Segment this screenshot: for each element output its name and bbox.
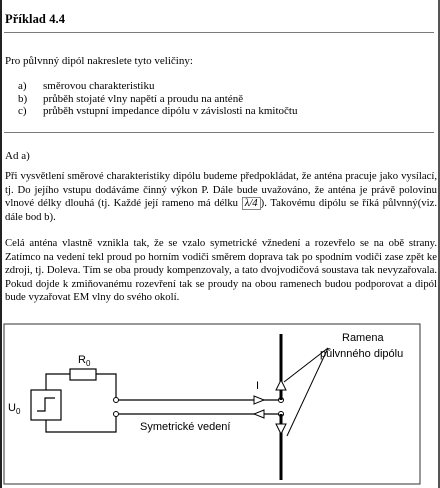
divider-top bbox=[4, 32, 434, 33]
page-title: Příklad 4.4 bbox=[5, 12, 66, 26]
task-text: směrovou charakteristiku bbox=[43, 80, 155, 92]
callout-line-lower bbox=[287, 348, 328, 436]
wire-resistor-line bbox=[96, 374, 116, 398]
wire-source-resistor bbox=[46, 374, 70, 390]
line-label: Symetrické vedení bbox=[140, 421, 231, 433]
resistor bbox=[70, 369, 96, 380]
task-label: c) bbox=[18, 105, 27, 117]
list-item bbox=[5, 80, 297, 93]
arms-label-line2: půlvnného dipólu bbox=[320, 348, 404, 360]
list-item bbox=[5, 105, 297, 118]
source-label: $U_0$ bbox=[8, 402, 21, 416]
terminal-lower bbox=[114, 412, 119, 417]
task-label: b) bbox=[18, 92, 28, 105]
answer-heading: Ad a) bbox=[5, 150, 30, 162]
intro-text: Pro půlvnný dipól nakreslete tyto veličiny: bbox=[5, 55, 193, 67]
task-list bbox=[5, 80, 297, 118]
task-text: průběh stojaté vlny napětí a proudu na anténě bbox=[43, 92, 244, 105]
current-label: I bbox=[256, 380, 260, 392]
terminal-upper bbox=[114, 398, 119, 403]
paragraph-1-start: Při vysvětlení směrové charakteristiky dipólu budeme předpokládat, že anténa pracuje jako vysílací, tj. Do jejího vstupu dodáváme činný výkon P. Dále bude uvažováno, že anténa je právě polovinu vlnové délky dlouhá (tj. Každé její rameno má délku bbox=[5, 170, 437, 210]
arms-label-line1: Ramena bbox=[342, 332, 384, 344]
lower-arm-current-arrow-icon bbox=[276, 424, 286, 434]
resistor-label: $R_0$ bbox=[78, 354, 91, 368]
task-label: a) bbox=[18, 80, 27, 92]
source-box bbox=[31, 390, 61, 420]
task-text: průběh vstupní impedance dipólu v závislosti na kmitočtu bbox=[43, 105, 298, 117]
list-item bbox=[5, 93, 297, 106]
paragraph-1-end: ). Takovému dipólu se říká půlvnný(viz. dále bod b). bbox=[5, 197, 438, 223]
lambda-quarter-formula: λ/4 bbox=[242, 197, 261, 210]
current-arrow-right-icon bbox=[254, 396, 264, 404]
current-arrow-left-icon bbox=[254, 410, 264, 418]
paragraph-opening: Celá anténa vlastně vznikla tak, že se vzalo symetrické vžnedení a rozevřelo se na obě strany. Zatímco na vedení tekl proud po horním vodiči směrem doprava tak po spodním vodiči zase zpět ke zdroji, tj. Doleva. Tím se oba proudy kompenzovaly, a tato dvojvodičová soustava tak nevyzařovala. Pokud dojde k zmiňovanému rozevření tak se proudy na obou ramenech budou podporovat a dipól bude vyzařovat EM vlny do svého okolí. bbox=[5, 237, 437, 304]
dipole-diagram bbox=[0, 318, 440, 488]
paragraph-directional bbox=[5, 170, 437, 224]
divider-middle bbox=[4, 132, 434, 133]
